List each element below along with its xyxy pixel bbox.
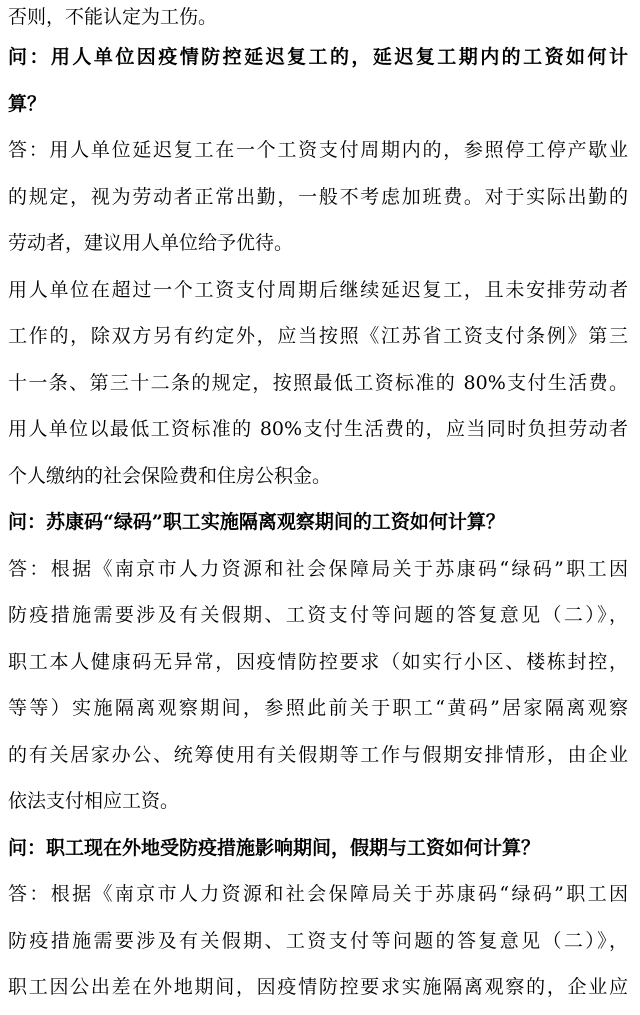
answer-text-line: 防疫措施需要涉及有关假期、工资支付等问题的答复意见（二）》，: [8, 929, 628, 952]
question-text-line: 问：苏康码“绿码”职工实施隔离观察期间的工资如何计算？: [8, 511, 505, 533]
question-text-line: 问：职工现在外地受防疫措施影响期间，假期与工资如何计算？: [8, 836, 541, 859]
answer-text-line: 职工因公出差在外地期间，因疫情防控要求实施隔离观察的，企业应: [8, 976, 628, 998]
answer-text-line: 的规定，视为劳动者正常出勤，一般不考虑加班费。对于实际出勤的: [8, 185, 628, 208]
answer-text-line: 答：根据《南京市人力资源和社会保障局关于苏康码“绿码”职工因: [8, 557, 628, 580]
answer-text-line: 等等）实施隔离观察期间，参照此前关于职工“黄码”居家隔离观察: [8, 697, 628, 719]
question-text-line: 问：用人单位因疫情防控延迟复工的，延迟复工期内的工资如何计: [8, 46, 628, 68]
answer-text-line: 否则，不能认定为工伤。: [8, 6, 218, 28]
answer-text-line: 答：用人单位延迟复工在一个工资支付周期内的，参照停工停产歇业: [8, 139, 628, 161]
answer-text-line: 的有关居家办公、统筹使用有关假期等工作与假期安排情形，由企业: [8, 743, 628, 766]
answer-text-line: 工作的，除双方另有约定外，应当按照《江苏省工资支付条例》第三: [8, 325, 628, 347]
answer-text-line: 防疫措施需要涉及有关假期、工资支付等问题的答复意见（二）》，: [8, 604, 628, 626]
answer-text-line: 答：根据《南京市人力资源和社会保障局关于苏康码“绿码”职工因: [8, 883, 628, 905]
answer-text-line: 用人单位在超过一个工资支付周期后继续延迟复工，且未安排劳动者: [8, 278, 628, 301]
answer-text-line: 十一条、第三十二条的规定，按照最低工资标准的 80%支付生活费。: [8, 371, 628, 394]
answer-text-line: 用人单位以最低工资标准的 80%支付生活费的，应当同时负担劳动者: [8, 418, 628, 440]
answer-text-line: 劳动者，建议用人单位给予优待。: [8, 232, 294, 254]
answer-text-line: 依法支付相应工资。: [8, 790, 180, 812]
answer-text-line: 职工本人健康码无异常，因疫情防控要求（如实行小区、楼栋封控，: [8, 650, 628, 673]
answer-text-line: 个人缴纳的社会保险费和住房公积金。: [8, 464, 332, 487]
question-text-line: 算？: [8, 92, 47, 115]
